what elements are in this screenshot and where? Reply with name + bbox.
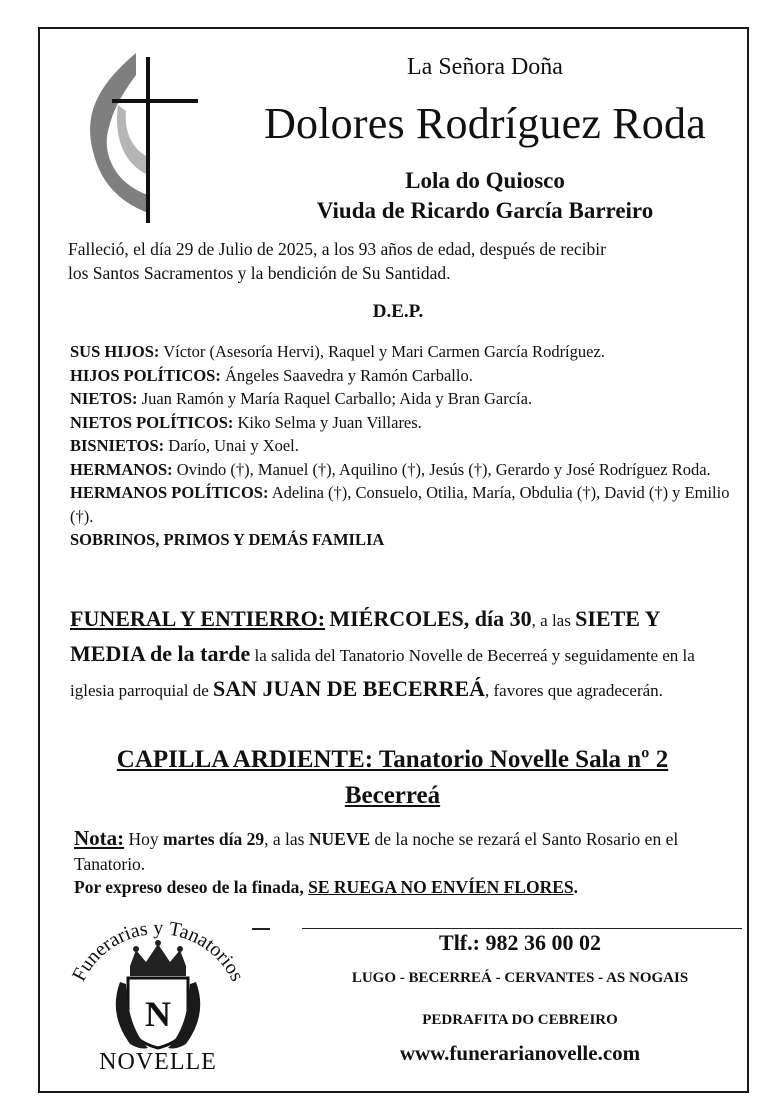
footer-divider [302,928,742,929]
family-text: Ángeles Saavedra y Ramón Carballo. [220,365,473,385]
death-notice-text [68,237,728,285]
funeral-text-2: la salida del Tanatorio Novelle de Becerreá y seguidamente en la iglesia parroquial de [70,646,695,700]
cross-emblem-icon [78,45,204,225]
logo-arc-text: Funerarias y Tanatorios [67,918,249,985]
family-text: Adelina (†), Consuelo, Otilia, María, Obdulia (†), David (†) y Emilio (†). [70,483,730,526]
town: PEDRAFITA DO CEBREIRO [422,1012,618,1028]
website: www.funerarianovelle.com [399,1041,641,1065]
family-item [70,387,730,411]
capilla-ardiente [40,742,745,814]
family-item [70,458,730,482]
note-text-3: de la noche se rezará el Santo Rosario en el Tanatorio. [74,829,679,874]
family-item [70,528,730,552]
flame-inner-shape [117,105,148,175]
brand-name: NOVELLE [99,1049,217,1075]
capilla-line-2: Becerreá [344,782,441,809]
note-time: NUEVE [308,829,371,849]
family-item [70,340,730,364]
no-flowers-notice [74,877,734,898]
family-text: Víctor (Asesoría Hervi), Raquel y Mari Carmen García Rodríguez. [159,342,605,361]
intro-line-1: Falleció, el día 29 de Julio de 2025, a los 93 años de edad, después de recibir [68,239,606,259]
phone-number: Tlf.: 982 36 00 02 [439,930,601,955]
ruega-text: Por expreso deseo de la finada, [74,877,309,897]
family-label: HERMANOS: [70,459,173,479]
cross-horizontal [112,99,198,103]
family-item [70,434,730,458]
funeral-text-1: , a las [531,611,571,630]
ruega-emphasis: SE RUEGA NO ENVÍEN FLORES [308,877,574,897]
family-text: Darío, Unai y Xoel. [164,436,299,455]
family-label: NIETOS POLÍTICOS: [70,412,234,432]
family-label: HIJOS POLÍTICOS: [70,365,221,385]
family-label: NIETOS: [70,389,138,408]
note-text-2: , a las [264,829,309,849]
dep-heading: D.E.P. [372,301,424,322]
note-label: Nota: [74,826,125,850]
family-label: BISNIETOS: [70,436,165,455]
funeral-label: FUNERAL Y ENTIERRO: [70,606,326,631]
cities-list: LUGO - BECERREÁ - CERVANTES - AS NOGAIS [351,970,689,986]
family-item [70,364,730,388]
honorific: La Señora Doña [407,54,563,80]
cross-vertical [146,57,150,223]
family-item [70,481,730,528]
crown-icon [130,940,186,976]
family-label: HERMANOS POLÍTICOS: [70,483,269,502]
note-date: martes día 29 [163,829,265,849]
widow-of: Viuda de Ricardo García Barreiro [316,198,654,223]
funeral-day: MIÉRCOLES [329,606,464,631]
note [74,826,734,877]
funeral-details: FUNERAL Y ENTIERRO: MIÉRCOLES, día 30, a las SIETE Y MEDIA de la tarde la salida del Tanatorio Novelle de Becerreá y seguidamente en la iglesia parroquial de SAN JUAN DE BECERREÁ, favores que agradecerán. [70,606,695,701]
ruega-end: . [573,877,578,897]
capilla-line-1: CAPILLA ARDIENTE: Tanatorio Novelle Sala nº 2 [116,746,669,773]
deceased-name: Dolores Rodríguez Roda [264,99,706,148]
family-label: SOBRINOS, PRIMOS Y DEMÁS FAMILIA [70,530,385,549]
funeral-church: SAN JUAN DE BECERREÁ [213,676,486,701]
family-list [70,340,730,552]
family-text: Juan Ramón y María Raquel Carballo; Aida y Bran García. [137,389,533,408]
intro-line-2: los Santos Sacramentos y la bendición de Su Santidad. [68,263,451,283]
alias: Lola do Quiosco [405,168,565,193]
funeral-time: SIETE Y MEDIA de la tarde [70,606,660,666]
family-label: SUS HIJOS: [70,342,160,361]
logo-letter: N [145,994,171,1034]
family-item [70,411,730,435]
family-text: Kiko Selma y Juan Villares. [233,412,422,432]
family-text: Ovindo (†), Manuel (†), Aquilino (†), Jesús (†), Gerardo y José Rodríguez Roda. [172,459,711,479]
funeral-date: día 30 [474,606,532,631]
note-text-1: Hoy [124,829,164,849]
funeral-text-3: , favores que agradecerán. [485,681,663,700]
